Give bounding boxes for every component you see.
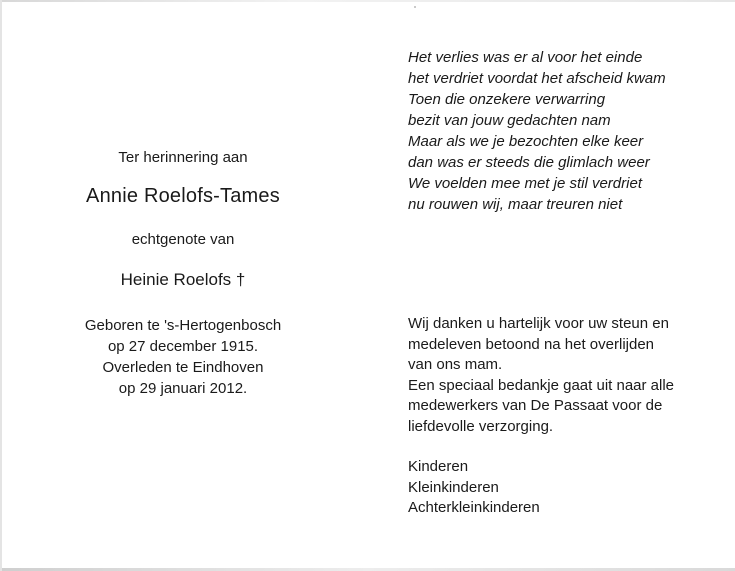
card-edge-left [0, 0, 2, 571]
poem-line: nu rouwen wij, maar treuren niet [408, 196, 623, 213]
poem [408, 47, 708, 215]
signoff-line: Achterkleinkinderen [408, 499, 540, 516]
thanks-line: medeleven betoond na het overlijden [408, 335, 655, 353]
signoff-line: Kinderen [408, 458, 469, 475]
poem-line: bezit van jouw gedachten nam [408, 112, 611, 129]
thanks-line: medewerkers van De Passaat voor de [408, 397, 663, 414]
poem-line: We voelden mee met je stil verdriet [408, 175, 642, 192]
poem-line: Het verlies was er al voor het einde [408, 49, 643, 66]
poem-line: het verdriet voordat het afscheid kwam [408, 70, 666, 87]
thanks-line: van ons mam. [408, 356, 503, 373]
death-date: op 29 januari 2012. [118, 380, 248, 397]
signoff-line: Kleinkinderen [408, 478, 499, 496]
death-place: Overleden te Eindhoven [102, 359, 264, 376]
poem-line: Toen die onzekere verwarring [408, 91, 606, 108]
birth-date: op 27 december 1915. [107, 338, 259, 355]
card-edge-top [0, 0, 735, 2]
signoff [408, 457, 708, 519]
spouse-name: Heinie Roelofs † [120, 270, 246, 289]
deceased-name: Annie Roelofs-Tames [86, 185, 280, 207]
thanks-line: Wij danken u hartelijk voor uw steun en [408, 315, 669, 332]
intro-text: Ter herinnering aan [118, 149, 248, 166]
poem-line: Maar als we je bezochten elke keer [408, 133, 644, 150]
thanks-line: liefdevolle verzorging. [408, 417, 554, 435]
birth-place: Geboren te 's-Hertogenbosch [84, 317, 282, 334]
thanks-line: Een speciaal bedankje gaat uit naar alle [408, 376, 675, 394]
poem-line: dan was er steeds die glimlach weer [408, 154, 650, 171]
spouse-label: echtgenote van [131, 231, 235, 248]
bio-block [40, 315, 326, 399]
thanks-message [408, 314, 708, 437]
scan-speck [414, 6, 416, 8]
